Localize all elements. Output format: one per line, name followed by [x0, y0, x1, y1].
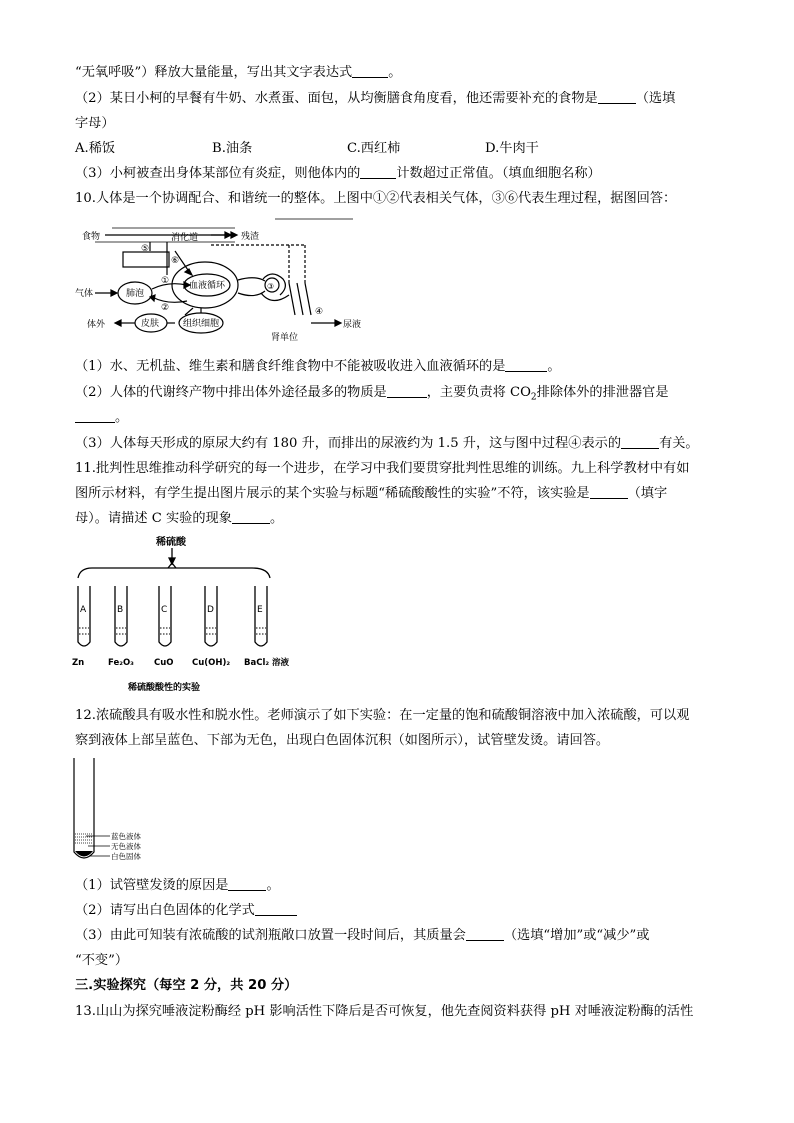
tube-d-label: D — [207, 605, 214, 615]
label-n3: ③ — [267, 282, 275, 291]
option-a: A.稀饭 — [75, 141, 116, 156]
question-11-c: 母）。请描述 C 实验的现象 。 — [75, 511, 284, 526]
reagent-fe2o3: Fe₂O₃ — [108, 658, 134, 668]
tube-c-label: C — [161, 605, 168, 615]
line-q9-2: （2）某日小柯的早餐有牛奶、水煮蛋、面包，从均衡膳食角度看，他还需要补充的食物是 （选填 — [75, 91, 676, 106]
label-n6: ⑥ — [171, 256, 180, 266]
question-12-b: 察到液体上部呈蓝色、下部为无色，出现白色固体沉积（如图所示），试管壁发烫。请回答。 — [75, 733, 610, 748]
circulation-diagram — [75, 215, 365, 345]
label-n5: ⑤ — [141, 244, 150, 254]
answer-blank — [505, 357, 547, 372]
question-12-a: 12.浓硫酸具有吸水性和脱水性。老师演示了如下实验：在一定量的饱和硫酸铜溶液中加入浓硫酸，可以观 — [75, 708, 690, 723]
reagent-bacl2: BaCl₂ 溶液 — [244, 658, 290, 668]
answer-blank — [598, 89, 636, 104]
tube-a-label: A — [80, 605, 87, 615]
label-n2: ② — [161, 303, 170, 313]
label-food: 食物 — [82, 232, 101, 242]
acid-label: 稀硫酸 — [156, 537, 186, 548]
line-q12-3b: “不变”） — [75, 953, 129, 968]
label-tissue-cells: 组织细胞 — [183, 319, 220, 329]
label-residue: 残渣 — [241, 232, 260, 242]
question-10: 10.人体是一个协调配合、和谐统一的整体。上图中①②代表相关气体，③⑥代表生理过程，据图回答： — [75, 191, 677, 206]
line-q12-2: （2）请写出白色固体的化学式 — [75, 901, 725, 921]
answer-blank — [621, 434, 659, 449]
label-blue-liquid: 蓝色液体 — [111, 832, 141, 841]
options-row — [75, 139, 725, 159]
line-q10-2b: 。 — [75, 408, 725, 428]
test-tubes — [78, 586, 267, 646]
line-q9-1: “无氧呼吸”）释放大量能量，写出其文字表达式 。 — [75, 65, 402, 80]
question-11-a: 11.批判性思维推动科学研究的每一个进步，在学习中我们要贯穿批判性思维的训练。九上科学教材中有如 — [75, 461, 690, 476]
option-b: B.油条 — [212, 141, 253, 156]
figure-caption: 稀硫酸酸性的实验 — [128, 683, 201, 693]
dilute-sulfuric-acid-figure — [72, 534, 312, 694]
reagent-zn: Zn — [72, 658, 85, 668]
label-blood-circulation: 血液循环 — [189, 281, 226, 291]
label-outside-body: 体外 — [87, 320, 106, 330]
answer-blank — [352, 63, 388, 78]
tube-b-label: B — [117, 605, 124, 615]
reagent-cuoh2: Cu(OH)₂ — [192, 658, 231, 668]
label-n1: ① — [161, 276, 170, 286]
line-q10-2: （2）人体的代谢终产物中排出体外途径最多的物质是 ，主要负责将 $CO_2$排除体外的排泄器官是 — [75, 385, 669, 403]
answer-blank — [360, 164, 396, 179]
line-q12-1: （1）试管壁发烫的原因是 。 — [75, 878, 280, 893]
answer-blank — [228, 876, 266, 891]
answer-blank — [590, 484, 628, 499]
option-d: D.牛肉干 — [485, 141, 539, 156]
option-c: C.西红柿 — [347, 141, 401, 156]
line-q12-3: （3）由此可知装有浓硫酸的试剂瓶敞口放置一段时间后，其质量会 （选填“增加”或“减少”或 — [75, 928, 650, 943]
section-3-heading: 三.实验探究（每空 2 分，共 20 分） — [75, 978, 298, 993]
label-skin: 皮肤 — [141, 319, 160, 329]
line-q10-1: （1）水、无机盐、维生素和膳食纤维食物中不能被吸收进入血液循环的是 。 — [75, 359, 561, 374]
label-gas: 气体 — [75, 289, 94, 299]
question-11-b: 图所示材料，有学生提出图片展示的某个实验与标题“稀硫酸酸性的实验”不符，该实验是 （填字 — [75, 486, 668, 501]
label-urine: 尿液 — [343, 320, 362, 330]
answer-blank — [75, 408, 115, 423]
answer-blank — [387, 383, 427, 398]
line-q9-3: （3）小柯被查出身体某部位有炎症，则他体内的 计数超过正常值。（填血细胞名称） — [75, 166, 601, 181]
answer-blank — [255, 901, 297, 916]
label-n4: ④ — [315, 307, 324, 317]
label-alveoli: 肺泡 — [126, 289, 145, 299]
tube-e-label: E — [257, 605, 263, 615]
label-nephron: 肾单位 — [271, 333, 299, 343]
label-digestive-tract: 消化道 — [171, 233, 199, 243]
answer-blank — [232, 509, 270, 524]
label-white-solid: 白色固体 — [111, 852, 141, 861]
line-q9-2b: 字母） — [75, 116, 115, 131]
line-q10-3: （3）人体每天形成的原尿大约有 180 升，而排出的尿液约为 1.5 升，这与图中过程④表示的 有关。 — [75, 436, 699, 451]
reagent-cuo: CuO — [154, 658, 174, 668]
answer-blank — [466, 926, 504, 941]
label-clear-liquid: 无色液体 — [111, 842, 141, 851]
question-13: 13.山山为探究唾液淀粉酶经 pH 影响活性下降后是否可恢复，他先查阅资料获得 pH 对唾液淀粉酶的活性 — [75, 1004, 694, 1019]
test-tube-figure — [70, 756, 170, 866]
